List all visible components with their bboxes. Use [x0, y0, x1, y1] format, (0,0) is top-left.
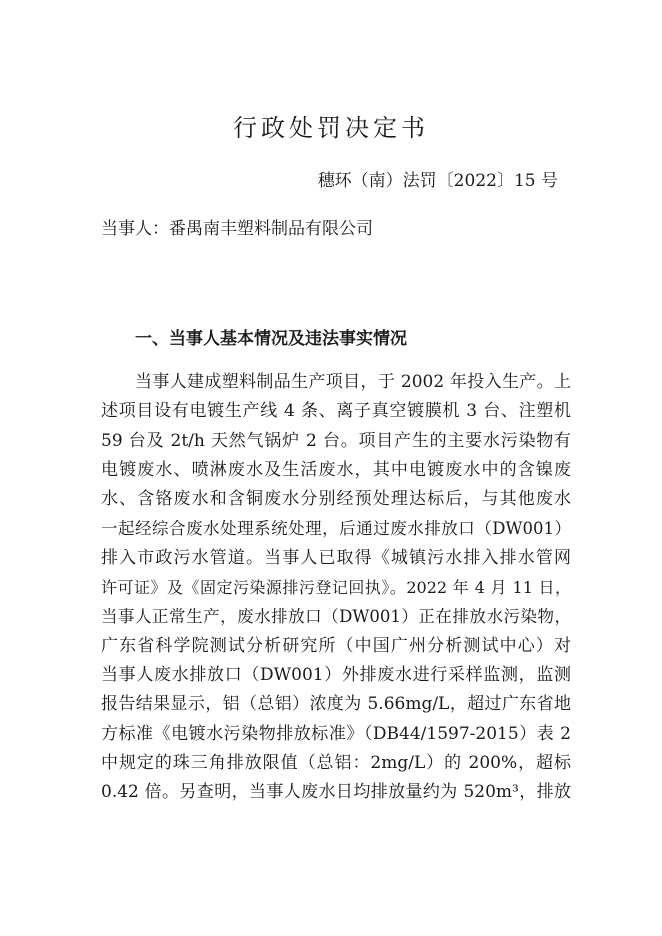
body-line: 当事人正常生产，废水排放口（DW001）正在排放水污染物， — [101, 607, 571, 627]
body-line: 一起经综合废水处理系统处理，后通过废水排放口（DW001） — [101, 519, 571, 539]
body-line: 排入市政污水管道。当事人已取得《城镇污水排入排水管网 — [101, 547, 571, 568]
body-line: 方标准《电镀水污染物排放标准》（DB44/1597-2015）表 2 — [101, 723, 571, 744]
body-line: 当事人废水排放口（DW001）外排废水进行采样监测，监测 — [101, 664, 571, 685]
body-line: 0.42 倍。另查明，当事人废水日均排放量约为 520m³，排放 — [101, 782, 571, 803]
body-line: 水、含铬废水和含铜废水分别经预处理达标后，与其他废水 — [101, 489, 571, 510]
document-number: 穗环（南）法罚〔2022〕15 号 — [317, 171, 558, 191]
body-line: 中规定的珠三角排放限值（总铝：2mg/L）的 200%，超标 — [101, 752, 571, 773]
body-line: 59 台及 2t/h 天然气锅炉 2 台。项目产生的主要水污染物有 — [101, 430, 571, 451]
document-title: 行政处罚决定书 — [233, 114, 429, 142]
party-name: 当事人：番禺南丰塑料制品有限公司 — [101, 219, 373, 239]
body-line: 电镀废水、喷淋废水及生活废水，其中电镀废水中的含镍废 — [101, 459, 571, 480]
body-paragraph — [101, 368, 571, 807]
body-line: 当事人建成塑料制品生产项目，于 2002 年投入生产。上 — [135, 372, 571, 392]
section-heading: 一、当事人基本情况及违法事实情况 — [135, 329, 407, 349]
body-line: 许可证》及《固定污染源排污登记回执》。2022 年 4 月 11 日， — [101, 578, 571, 598]
body-line: 报告结果显示，铝（总铝）浓度为 5.66mg/L，超过广东省地 — [101, 694, 571, 715]
body-line: 广东省科学院测试分析研究所（中国广州分析测试中心）对 — [101, 635, 571, 656]
body-line: 述项目设有电镀生产线 4 条、离子真空镀膜机 3 台、注塑机 — [101, 401, 571, 422]
